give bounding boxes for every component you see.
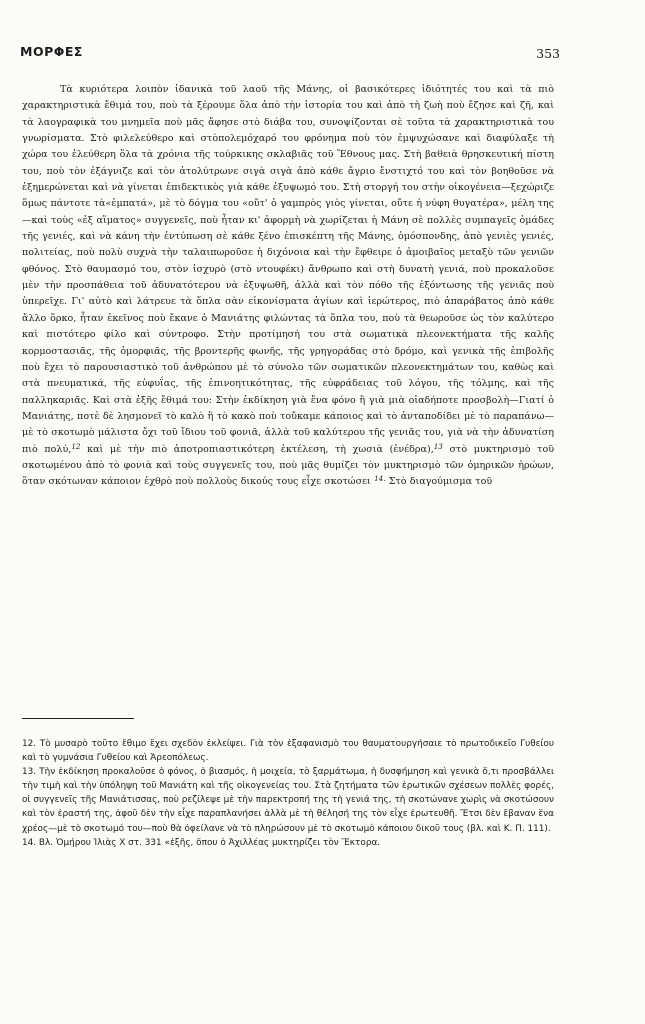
footnotes	[22, 737, 554, 850]
running-title: ΜΟΡΦΕΣ	[20, 44, 83, 59]
paragraph-text-1: Τὰ κυριότερα λοιπὸν ἰδανικὰ τοῦ λαοῦ τῆς Μάνης, οἱ βασικότερες ἰδιότητές του καὶ τὰ πιὸ χαρακτηριστικὰ ἔθιμά του, ποὺ τὰ ξέρουμε ὅλα ἀπὸ τὴν ἱστορία του καὶ ἀπὸ τὴ ζωὴ ποὺ ἔζησε καὶ ζῆ, καὶ τὰ λαογραφικὰ του μνημεῖα ποὺ μᾶς ἄφησε στὸ διάβα του, συνοψίζονται σὲ τοῦτα τὰ χαρακτηριστικὰ του γνωρίσματα. Στὸ φιλελεύθερο καὶ στὸπολεμόχαρό του φρόνημα ποὺ τὸν ἐμψυχώσανε καὶ διαφύλαξε τὴ χώρα του ἐλεύθερη ὅλα τὰ χρόνια τῆς τούρκικης σκλαβιᾶς τοῦ Ἔθνους μας. Στὴ βαθειὰ θρησκευτική πίστη του, ποὺ τὸν ἐξάγνιζε καὶ τὸν ἀτολύτρωνε σιγὰ σιγὰ ἀπὸ κάθε ἄγριο ἔνστιχτό του καὶ τὸν βοηθοῦσε νὰ ἐξημερώνεται καὶ νὰ γίνεται ἐπιδεκτικὸς γιὰ κάθε ἐξυψωμό του. Στὴ στοργή του στὴν οἰκογένεια—ξεχώριζε ὅμως πάντοτε τὰ«ἐμπατά», μὲ τὸ δόγμα του «οὔτ' ὁ γαμπρὸς γιὸς γίνεται, οὔτε ἡ νύφη θυγατέρα», μέλη της—καὶ τοὺς «ἐξ αἵματος» συγγενεῖς, ποὺ ἦταν κι' ἀφορμὴ νὰ χωρίζεται ἡ Μάνη σὲ πολλὲς συμπαγεῖς ὁμάδες τῆς γενιές, καὶ νὰ κάνη τὴν ἐντύπωση σὲ κάθε ξένο ἐπισκέπτη τῆς Μάνης, ὁμόσπονδης, ἀπὸ γενιὲς γενιές, πολιτείας, ποὺ πολὺ συχνὰ τὴν ταλαιπωροῦσε ἡ διχόνοια καὶ τὴν ἔφθειρε ὁ ἀμοιβαῖος μεταξὺ τῶν γενιῶν φθόνος. Στὸ θαυμασμό του, στὸν ἰσχυρὸ (στὸ ντουφέκι) ἄνθρωπο καὶ στὴ δυνατὴ γενιά, ποὺ προκαλοῦσε μὲν τὴν προσπάθεια τοῦ ἀδυνατότερου νὰ ἐξυψωθῆ, ἀλλὰ καὶ τὸν πόθο τῆς ἐξόντωσης τῆς γενιᾶς ποὺ ὑπερεῖχε. Γι' αὐτὸ καὶ λάτρευε τὰ ὅπλα σὰν εἰκονίσματα ἁγίων καὶ ἱερώτερος, πιὸ ἀπαράβατος ἀπὸ κάθε ἄλλο ὅρκο, ἦταν ἐκεῖνος ποὺ ἔκανε ὁ Μανιάτης φιλώντας τὰ ὅπλα του, ποὺ τὰ θεωροῦσε ὡς τὸν καλύτερο καὶ πιστότερο φίλο καὶ σύντροφο. Στὴν προτίμησή του στὰ σωματικὰ πλεονεκτήματα τῆς καλῆς κορμοστασιᾶς, τῆς ὀμορφιᾶς, τῆς βροντερῆς φωνῆς, τῆς γρηγοράδας στὸ δρόμο, καὶ γενικὰ τῆς ἐπιβολῆς ποὺ ἔχει τὸ παρουσιαστικὸ τοῦ ἀνθρώπου μὲ τὸ σύνολο τῶν σωματικῶν πλεονεκτημάτων του, καθὼς καὶ στὰ πνευματικά, τῆς εὐφυΐας, τῆς ἐπινοητικότητας, τῆς εὐφράδειας τοῦ λόγου, τῆς τόλμης, καὶ τῆς παλληκαριᾶς. Καὶ στὰ ἐξῆς ἔθιμά του: Στὴν ἐκδίκηση γιὰ ἕνα φόνο ἢ γιὰ μιὰ οἱαδήποτε προσβολὴ—Γιατί ὁ Μανιάτης, ποτὲ δὲ λησμονεῖ τὸ καλὸ ἢ τὸ κακὸ ποὺ τοὔκαμε κάποιος καὶ τὸ ἀνταποδίδει μὲ τὸ παραπάνω—μὲ τὸ σκοτωμὸ μάλιστα ὄχι τοῦ ἴδιου τοῦ φονιᾶ, ἀλλὰ τοῦ καλύτερου τῆς γενιᾶς του, γιὰ νὰ τὴν ἀδυνατίση πιὸ πολύ,	[22, 84, 554, 455]
footnote-12: 12. Τὸ μυσαρὸ τοῦτο ἔθιμο ἔχει σχεδὸν ἐκλείψει. Γιὰ τὸν ἐξαφανισμὸ του θαυματουργήσαιε τὸ πρωτοδικεῖο Γυθείου καὶ τὸ γυμνάσια Γυθείου καὶ Ἀρεοπόλεως.	[22, 739, 554, 764]
footnote-ref-13[interactable]: 13	[433, 441, 443, 451]
footnote-14: 14. Βλ. Ὁμήρου Ἰλιὰς Χ στ. 331 «ἐξῆς, ὅπου ὁ Ἀχιλλέας μυκτηρίζει τὸν Ἕκτορα.	[22, 837, 381, 848]
footnote-ref-12[interactable]: 12	[71, 441, 81, 451]
page-number: 353	[536, 46, 560, 61]
paragraph-text-2: καὶ μὲ τὴν πιὸ ἀποτροπιαστικότερη ἐκτέλεση, τὴ χωσιὰ (ἐνέδρα),	[80, 443, 434, 455]
footnote-13: 13. Τὴν ἐκδίκηση προκαλοῦσε ὁ φόνος, ὁ βιασμός, ἡ μοιχεία, τὸ ξαρμάτωμα, ἡ δυσφήμηση καὶ γενικὰ ὅ,τι προσβάλλει τὴν τιμὴ καὶ τὴν ὑπόληψη τοῦ Μανιάτη καὶ τῆς οἰκογενείας του. Στὰ ζητήματα τῶν ἐρωτικῶν σχέσεων πολλὲς φορές, οἱ συγγενεῖς τῆς Μανιάτισσας, ποὺ ρεζίλεψε μὲ τὴν παρεκτροπή της τὴ γενιά της, τὴ σκοτώνανε χωρὶς νὰ σκοτώσουν καὶ τὸν ἐραστή της, ἀφοῦ δὲν τὴν εἶχε παραπλανήσει ἀλλὰ μὲ τὴ θέλησή της τὸν εἶχε ἐρωτευθῆ. Ἔτσι δὲν ἔβαναν ἕνα χρέος—μὲ τὸ σκοτωμό του—ποὺ θὰ ὀφείλανε νὰ τὸ πληρώσουν μὲ τὸ σκοτωμὸ κάποιου δικοῦ τους (βλ. καὶ Κ. Π. 111).	[22, 767, 554, 834]
footnote-ref-14[interactable]: 14.	[374, 474, 386, 484]
paragraph-text-4: Στὸ διαγούμισμα τοῦ	[385, 476, 493, 488]
paragraph-text-3: στὸ μυκτηρισμὸ τοῦ σκοτωμένου ἀπὸ τὸ φονιὰ καὶ τοὺς συγγενεῖς του, ποὺ μᾶς θυμίζει τὸν μυκτηρισμὸ τῶν ὁμηρικῶν ἡρώων, ὅταν σκότωναν κάποιον ἐχθρὸ ποὺ πολλοὺς δικούς τους εἶχε σκοτώσει	[22, 443, 554, 488]
main-paragraph	[22, 82, 554, 491]
footnote-separator	[22, 718, 134, 719]
